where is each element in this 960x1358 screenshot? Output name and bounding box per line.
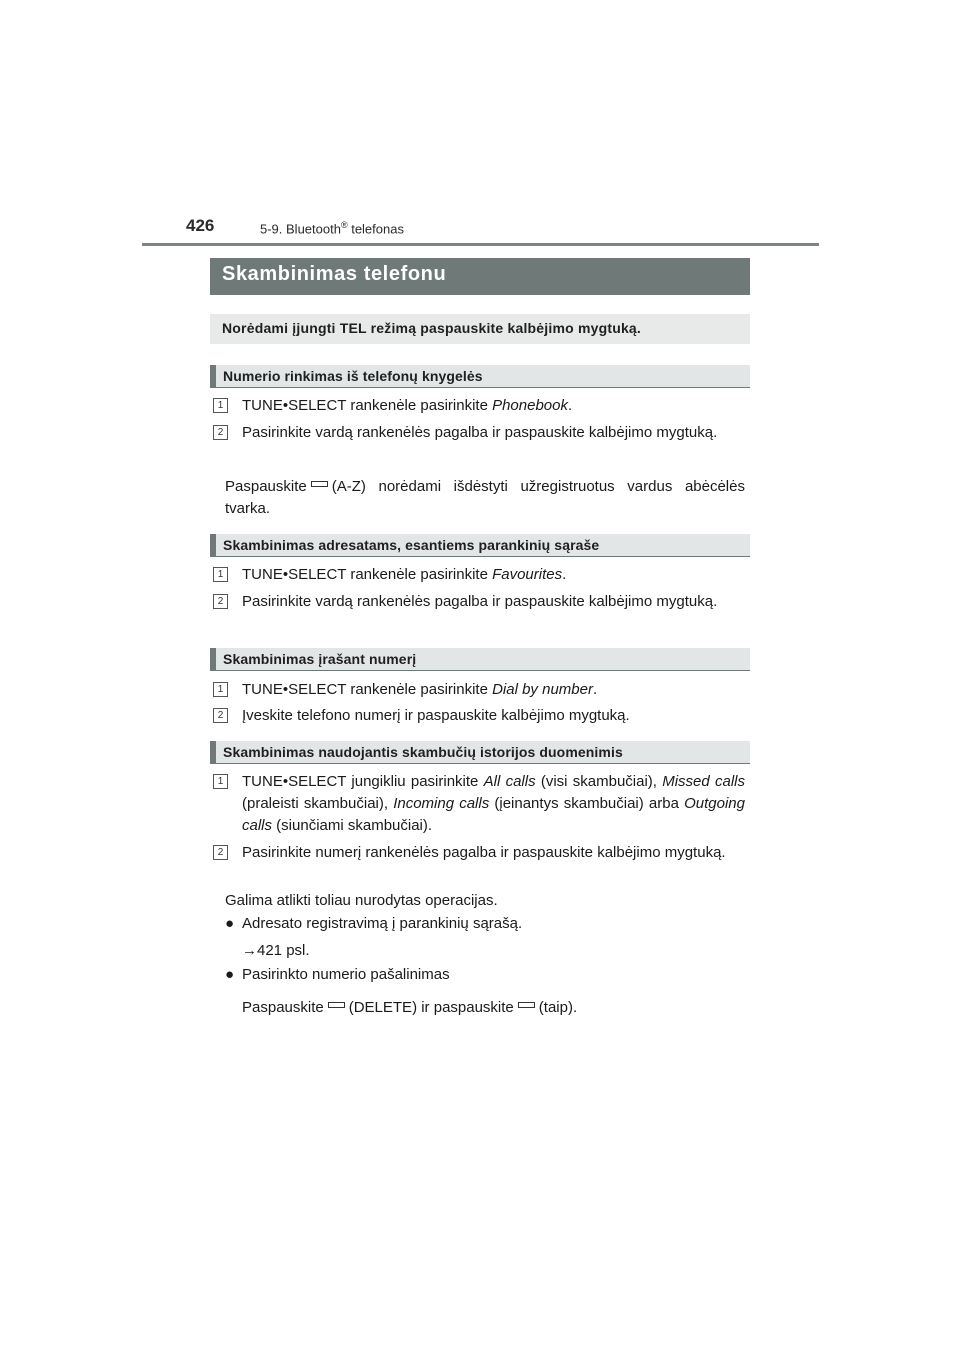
step-number: 1 <box>213 682 228 697</box>
step-number: 1 <box>213 774 228 789</box>
section-heading-dial-number <box>210 648 750 671</box>
bullet-subtext <box>242 997 745 1019</box>
menu-item-name: Outgoing calls <box>242 795 745 834</box>
running-header <box>260 220 404 236</box>
screen-button-icon <box>328 1002 345 1008</box>
step-number: 1 <box>213 567 228 582</box>
bullet-icon: ● <box>225 966 235 983</box>
subtext-part: (taip). <box>538 999 578 1016</box>
note-text-part: (A-Z) norėdami išdėstyti užregistruotus vardus abėcėlės tvarka. <box>225 478 745 517</box>
step-text-part: TUNE•SELECT rankenėle pasirinkite <box>242 566 493 583</box>
page-reference: →421 psl. <box>242 942 310 959</box>
note-text-part: Paspauskite <box>225 478 307 495</box>
registered-mark: ® <box>340 220 348 230</box>
step-text <box>242 679 745 701</box>
step-text-part: . <box>562 566 567 583</box>
step-number: 1 <box>213 398 228 413</box>
step-text: Pasirinkite vardą rankenėlės pagalba ir paspauskite kalbėjimo mygtuką. <box>242 593 718 610</box>
bullet-text: Pasirinkto numerio pašalinimas <box>242 966 450 983</box>
step-text <box>242 395 745 417</box>
menu-item-name: Dial by number <box>492 681 593 698</box>
menu-item-name: Missed calls <box>662 773 745 790</box>
section-heading-text: Skambinimas naudojantis skambučių istorijos duomenimis <box>223 744 623 760</box>
note-text <box>225 476 745 520</box>
screen-button-icon <box>518 1002 535 1008</box>
step-text-part: (praleisti skambučiai), <box>242 795 394 812</box>
intro-text: Norėdami įjungti TEL režimą paspauskite kalbėjimo mygtuką. <box>222 320 642 336</box>
menu-item-name: All calls <box>483 773 536 790</box>
section-heading-call-history <box>210 741 750 764</box>
step-text-part: (įeinantys skambučiai) arba <box>489 795 685 812</box>
step-text-part: TUNE•SELECT rankenėle pasirinkite <box>242 397 493 414</box>
section-heading-favourites <box>210 534 750 557</box>
screen-button-icon <box>311 481 328 487</box>
menu-item-name: Phonebook <box>492 397 568 414</box>
step-number: 2 <box>213 708 228 723</box>
title-bar <box>210 258 750 295</box>
section-heading-text: Skambinimas įrašant numerį <box>223 651 417 667</box>
step-text <box>242 564 745 586</box>
step-number: 2 <box>213 594 228 609</box>
note-text: Galima atlikti toliau nurodytas operacijas. <box>225 892 498 909</box>
step-text: Pasirinkite vardą rankenėlės pagalba ir paspauskite kalbėjimo mygtuką. <box>242 424 718 441</box>
subtext-part: (DELETE) ir paspauskite <box>348 999 514 1016</box>
bullet-text: Adresato registravimą į parankinių sąrašą. <box>242 915 523 932</box>
step-text-part: TUNE•SELECT rankenėle pasirinkite <box>242 681 493 698</box>
section-heading-text: Skambinimas adresatams, esantiems parankinių sąraše <box>223 537 600 553</box>
intro-box <box>210 314 750 344</box>
page-title: Skambinimas telefonu <box>222 263 447 285</box>
step-text-part: TUNE•SELECT jungikliu pasirinkite <box>242 773 484 790</box>
step-text <box>242 771 745 837</box>
section-heading-text: Numerio rinkimas iš telefonų knygelės <box>223 368 483 384</box>
step-text-part: . <box>592 681 598 698</box>
step-text-part: . <box>567 397 573 414</box>
subtext-part: Paspauskite <box>242 999 324 1016</box>
chapter-label: 5-9. Bluetooth <box>260 221 341 237</box>
step-text: Įveskite telefono numerį ir paspauskite kalbėjimo mygtuką. <box>242 707 630 724</box>
menu-item-name: Incoming calls <box>393 795 490 812</box>
bullet-icon: ● <box>225 915 235 932</box>
header-rule <box>142 243 819 246</box>
page-number: 426 <box>186 216 215 235</box>
step-text: Pasirinkite numerį rankenėlės pagalba ir paspauskite kalbėjimo mygtuką. <box>242 844 726 861</box>
step-number: 2 <box>213 845 228 860</box>
section-heading-phonebook <box>210 365 750 388</box>
menu-item-name: Favourites <box>492 566 563 583</box>
step-text-part: (siunčiami skambučiai). <box>272 817 433 834</box>
step-text-part: (visi skambučiai), <box>535 773 663 790</box>
chapter-label-tail: telefonas <box>347 221 404 237</box>
step-number: 2 <box>213 425 228 440</box>
